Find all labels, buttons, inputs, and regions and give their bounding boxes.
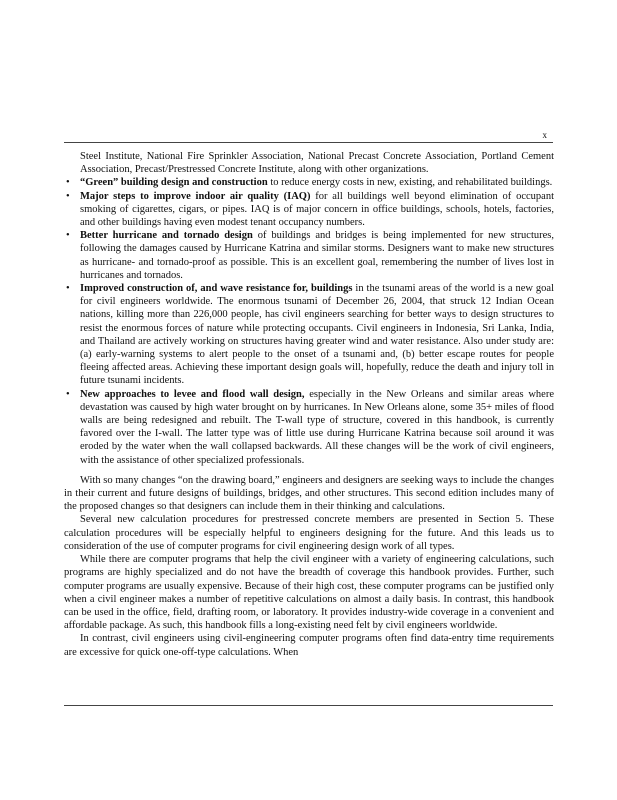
bullet-text: in the tsunami areas of the world is a new goal for civil engineers worldwide. The enormous tsunami of December 26, 2004, that struck 12 Indian Ocean nations, killing more than 226,000 people, has civil engineers searching for better ways to design structures to resist the enormous forces of nature while protecting occupants. Civil engineers in Indonesia, Sri Lanka, India, and Thailand are actively working on structures having greater wind and water resistance. Also under study are: (a) early-warning systems to alert people to the onset of a tsunami and, (b) better escape routes for people fleeing affected areas. Achieving these important design goals will, hopefully, reduce the death and injury toll in future tsunami incidents. [80, 283, 554, 387]
bullet-item-hurricane-tornado [64, 229, 554, 282]
bullet-item-indoor-air-quality [64, 190, 554, 230]
header-rule [64, 142, 553, 143]
body-text [64, 150, 554, 659]
bullet-item-levee-flood-wall [64, 388, 554, 467]
bullet-text: of buildings and bridges is being implemented for new structures, following the damages caused by Hurricane Katrina and similar storms. Designers want to make new structures as hurricane- and tornado-proof as possible. This is an excellent goal, remembering the number of lives lost in hurricanes and tornados. [80, 230, 554, 281]
paragraph: With so many changes “on the drawing board,” engineers and designers are seeking ways to include the changes in their current and future designs of buildings, bridges, and other structures. This second edition includes many of the proposed changes so that designers can include them in their thinking and calculations. [64, 474, 554, 513]
paragraph: In contrast, civil engineers using civil-engineering computer programs often find data-entry time requirements are excessive for quick one-off-type calculations. When [64, 633, 554, 658]
bullet-heading: Major steps to improve indoor air quality (IAQ) [80, 190, 311, 202]
bullet-text: to reduce energy costs in new, existing, and rehabilitated buildings. [267, 177, 553, 189]
bullet-heading: Better hurricane and tornado design [80, 230, 253, 242]
bullet-list [64, 176, 554, 466]
bullet-text: especially in the New Orleans and similar areas where devastation was caused by high water brought on by hurricanes. In New Orleans alone, some 35+ miles of flood walls are being redesigned and rebuilt. The T-wall type of structure, covered in this handbook, is currently favored over the I-wall. The latter type was of little use during Hurricane Katrina because soil around it was eroded by the water when the wall collapsed backwards. All these changes will be the work of civil engineers, with the assistance of other specialized professionals. [80, 388, 554, 466]
paragraph: While there are computer programs that help the civil engineer with a variety of engineering calculations, such programs are highly specialized and do not have the breadth of coverage this handbook provides. Further, such computer programs are usually expensive. Because of their high cost, these computer programs can be justified only when a civil engineer makes a number of repetitive calculations on almost a daily basis. In contrast, this handbook can be used in the office, field, drafting room, or laboratory. It provides industry-wide coverage in a convenient and affordable package. As such, this handbook fills a long-existing need felt by civil engineers worldwide. [64, 554, 554, 632]
bullet-marker: • [66, 388, 70, 400]
bullet-marker: • [66, 190, 70, 202]
paragraph: Several new calculation procedures for prestressed concrete members are presented in Section 5. These calculation procedures will be especially helpful to engineers designing for the future. And this leads us to consideration of the use of computer programs for civil engineering design work of all types. [64, 514, 554, 552]
bullet-marker: • [66, 230, 70, 242]
bullet-heading: “Green” building design and construction [80, 177, 268, 189]
bullet-heading: New approaches to levee and flood wall design, [80, 388, 305, 400]
bullet-item-green-building [64, 176, 554, 189]
bullet-marker: • [66, 177, 70, 189]
bullet-heading: Improved construction of, and wave resistance for, buildings [80, 283, 353, 295]
bullet-marker: • [66, 283, 70, 295]
continued-bullet-text: Steel Institute, National Fire Sprinkler Association, National Precast Concrete Association, Portland Cement Association, Precast/Prestressed Concrete Institute, along with other organizations. [80, 151, 554, 176]
bullet-item-tsunami [64, 282, 554, 388]
bullet-text: for all buildings well beyond elimination of occupant smoking of cigarettes, cigars, or pipes. IAQ is of major concern in office buildings, schools, hotels, factories, and other buildings having even modest tenant occupancy numbers. [80, 190, 554, 229]
footer-rule [64, 705, 553, 706]
page-number: x [542, 130, 547, 140]
